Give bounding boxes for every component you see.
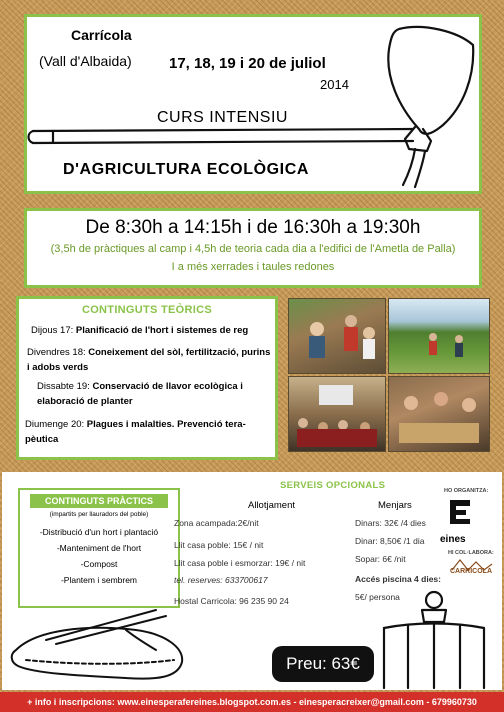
- practice-item: -Compost: [80, 559, 118, 569]
- bottom-panel: [2, 472, 502, 690]
- carricola-logo-icon: [450, 558, 494, 572]
- meal-item: Sopar: 6€ /nit: [355, 554, 406, 564]
- theory-topic: Planificació de l'hort i sistemes de reg: [75, 325, 249, 336]
- meal-item: Dinar: 8,50€ /1 dia: [355, 536, 425, 546]
- schedule-detail: (3,5h de pràctiques al camp i 4,5h de teoria cada dia a l'edifici de l'Ametla de Palla): [50, 243, 456, 255]
- theory-day-row: [27, 345, 273, 375]
- photo-classroom: [288, 376, 386, 452]
- region-name: (Vall d'Albaida): [39, 53, 132, 69]
- theory-topic: Coneixement del sòl, fertilització, purins i adobs verds: [27, 347, 271, 373]
- practice-item: -Manteniment de l'hort: [56, 543, 142, 553]
- meal-item: Dinars: 32€ /4 dies: [355, 518, 426, 528]
- theory-title: CONTINGUTS TEÒRICS: [81, 304, 213, 316]
- course-title: D'AGRICULTURA ECOLÒGICA: [63, 161, 310, 178]
- theory-day: Dissabte 19:: [37, 381, 90, 392]
- schedule-panel: [24, 208, 482, 288]
- collabora-label: HI COL·LABORA:: [448, 550, 494, 556]
- price-badge: Preu: 63€: [272, 646, 374, 682]
- lodging-header: Allotjament: [248, 500, 295, 511]
- practice-item: -Distribució d'un hort i plantació: [39, 527, 159, 537]
- theory-day: Divendres 18:: [27, 347, 86, 358]
- theory-day-row: [25, 417, 275, 447]
- theory-day: Dijous 17:: [31, 325, 74, 336]
- practice-subtitle: (impartits per llauradors del poble): [49, 511, 149, 518]
- espadrille-illustration: [6, 600, 196, 690]
- schedule-extra: I a més xerrades i taules redones: [171, 261, 335, 273]
- theory-topic: Conservació de llavor ecològica i elaboració de planter: [37, 381, 243, 407]
- practice-title: CONTINGUTS PRÀCTICS: [30, 494, 168, 508]
- lodging-item: Hostal Carricola: 96 235 90 24: [174, 596, 289, 606]
- organiza-label: HO ORGANITZA:: [444, 488, 489, 494]
- pool-label: Accés piscina 4 dies:: [355, 574, 441, 584]
- meals-header: Menjars: [378, 500, 412, 511]
- theory-topic: Plagues i malalties. Prevenció tera-pèutica: [25, 419, 246, 445]
- eines-name: eines: [440, 534, 466, 545]
- eines-logo: [448, 498, 476, 526]
- footer-contact: + info i inscripcions: www.einesperafereines.blogspot.com.es - einesperacreixer@gmail.com - 679960730: [0, 692, 504, 712]
- lodging-item: Llit casa poble: 15€ / nit: [174, 540, 264, 550]
- header-panel: [24, 14, 482, 194]
- photo-field-work: [288, 298, 386, 374]
- theory-day: Diumenge 20:: [25, 419, 85, 430]
- carricola-logo-text: CARRÍCOLA: [450, 568, 492, 575]
- practice-item: -Plantem i sembrem: [60, 575, 138, 585]
- course-type: CURS INTENSIU: [157, 109, 288, 126]
- theory-day-row: [31, 323, 248, 338]
- event-dates: 17, 18, 19 i 20 de juliol: [169, 55, 326, 72]
- event-year: 2014: [320, 77, 349, 92]
- practice-box: [18, 488, 180, 608]
- lodging-item: Llit casa poble i esmorzar: 19€ / nit: [174, 558, 306, 568]
- pool-price: 5€/ persona: [355, 592, 400, 602]
- lodging-phone: tel. reserves: 633700617: [174, 575, 268, 585]
- photo-workshop: [388, 376, 490, 452]
- fork-illustration: [374, 588, 494, 692]
- lodging-item: Zona acampada:2€/nit: [174, 518, 259, 528]
- theory-panel: [16, 296, 278, 460]
- photo-garden: [388, 298, 490, 374]
- services-title: SERVEIS OPCIONALS: [280, 480, 386, 491]
- town-name: Carrícola: [71, 27, 132, 43]
- schedule-hours: De 8:30h a 14:15h i de 16:30h a 19:30h: [85, 217, 421, 238]
- theory-day-row: [37, 379, 269, 409]
